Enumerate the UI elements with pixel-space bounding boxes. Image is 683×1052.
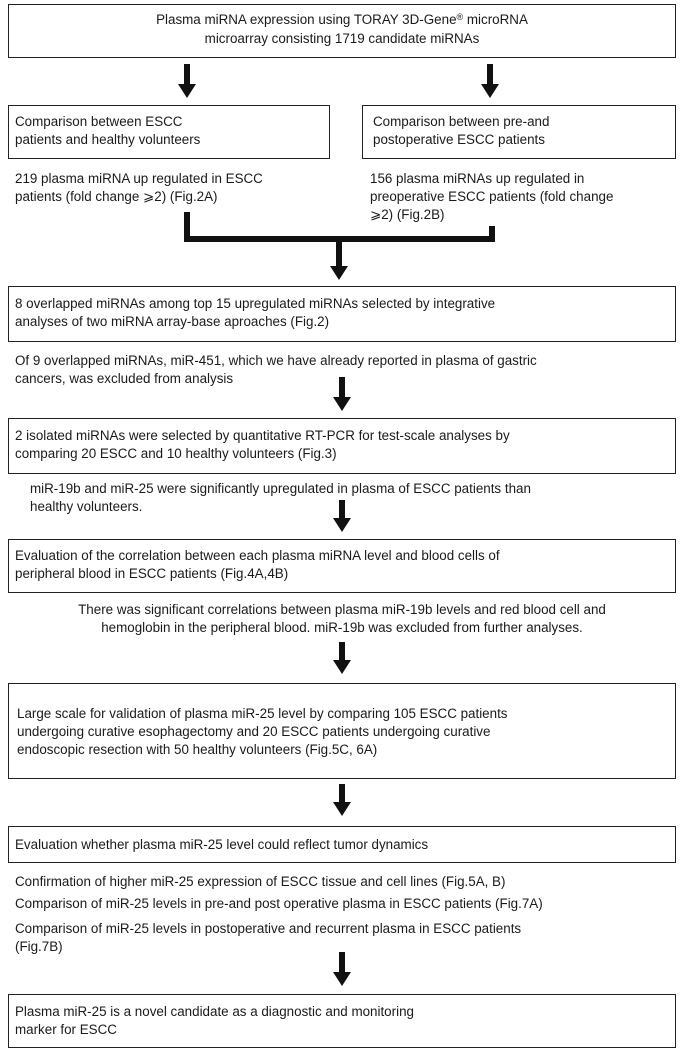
arrow-merge-shaft bbox=[336, 240, 342, 268]
step2-note-line1: Of 9 overlapped miRNAs, miR-451, which we have already reported in plasma of gastric bbox=[15, 353, 537, 368]
step2-box-line1: 8 overlapped miRNAs among top 15 upregulated miRNAs selected by integrative bbox=[15, 296, 496, 311]
arrow-left-1-head bbox=[178, 84, 196, 98]
step4-note-line1: There was significant correlations between plasma miR-19b levels and red blood cell and bbox=[78, 602, 606, 617]
step1-line1: Plasma miRNA expression using TORAY 3D-Gene® microRNA bbox=[156, 12, 528, 27]
step3-box-line1: 2 isolated miRNAs were selected by quantitative RT-PCR for test-scale analyses by bbox=[15, 428, 510, 443]
arrow-4-head bbox=[333, 660, 351, 674]
arrow-4-shaft bbox=[339, 642, 345, 662]
step4-box-line2: peripheral blood in ESCC patients (Fig.4A,4B) bbox=[15, 566, 289, 581]
right-branch-result-line1: 156 plasma miRNAs up regulated in bbox=[370, 171, 585, 186]
step1-line2: microarray consisting 1719 candidate miRNAs bbox=[204, 31, 480, 46]
step6-note-line4: (Fig.7B) bbox=[15, 939, 63, 954]
arrow-right-1-shaft bbox=[487, 64, 493, 86]
arrow-6-shaft bbox=[339, 952, 345, 974]
step3-note-line1: miR-19b and miR-25 were significantly upregulated in plasma of ESCC patients than bbox=[30, 481, 531, 496]
step2-note-line2: cancers, was excluded from analysis bbox=[15, 371, 234, 386]
step6-box-line1: Evaluation whether plasma miR-25 level could reflect tumor dynamics bbox=[15, 837, 429, 852]
left-branch-result-line2: patients (fold change ⩾2) (Fig.2A) bbox=[15, 189, 218, 204]
step7-box-line2: marker for ESCC bbox=[15, 1022, 117, 1037]
arrow-5-head bbox=[333, 802, 351, 816]
step2-box-line2: analyses of two miRNA array-base aproaches (Fig.2) bbox=[15, 314, 330, 329]
left-branch-box-line2: patients and healthy volunteers bbox=[15, 132, 201, 147]
step7-box-line1: Plasma miR-25 is a novel candidate as a diagnostic and monitoring bbox=[15, 1004, 414, 1019]
step5-box-line1: Large scale for validation of plasma miR-25 level by comparing 105 ESCC patients bbox=[17, 706, 508, 721]
step3-box-line2: comparing 20 ESCC and 10 healthy volunteers (Fig.3) bbox=[15, 446, 337, 461]
left-branch-box-line1: Comparison between ESCC bbox=[15, 114, 183, 129]
step4-box-line1: Evaluation of the correlation between each plasma miRNA level and blood cells of bbox=[15, 548, 500, 563]
right-branch-box-line2: postoperative ESCC patients bbox=[373, 132, 545, 147]
arrow-right-1-head bbox=[481, 84, 499, 98]
step4-note-line2: hemoglobin in the peripheral blood. miR-19b was excluded from further analyses. bbox=[101, 620, 583, 635]
step6-note-line1: Confirmation of higher miR-25 expression of ESCC tissue and cell lines (Fig.5A, B) bbox=[15, 874, 506, 889]
arrow-left-1-shaft bbox=[184, 64, 190, 86]
arrow-3-head bbox=[333, 518, 351, 532]
arrow-6-head bbox=[333, 972, 351, 986]
arrow-5-shaft bbox=[339, 784, 345, 804]
arrow-2-shaft bbox=[339, 377, 345, 399]
right-branch-result-line2: preoperative ESCC patients (fold change bbox=[370, 189, 614, 204]
right-branch-box-line1: Comparison between pre-and bbox=[373, 114, 550, 129]
step3-note-line2: healthy volunteers. bbox=[30, 499, 143, 514]
step5-box-line3: endoscopic resection with 50 healthy volunteers (Fig.5C, 6A) bbox=[17, 742, 378, 757]
arrow-2-head bbox=[333, 397, 351, 411]
left-branch-result-line1: 219 plasma miRNA up regulated in ESCC bbox=[15, 171, 263, 186]
step5-box-line2: undergoing curative esophagectomy and 20 ESCC patients undergoing curative bbox=[17, 724, 491, 739]
step6-note-line2: Comparison of miR-25 levels in pre-and post operative plasma in ESCC patients (Fig.7A) bbox=[15, 896, 543, 911]
step6-note-line3: Comparison of miR-25 levels in postoperative and recurrent plasma in ESCC patients bbox=[15, 921, 522, 936]
right-branch-result-line3: ⩾2) (Fig.2B) bbox=[370, 207, 445, 222]
arrow-3-shaft bbox=[339, 500, 345, 520]
arrow-merge-head bbox=[330, 266, 348, 280]
